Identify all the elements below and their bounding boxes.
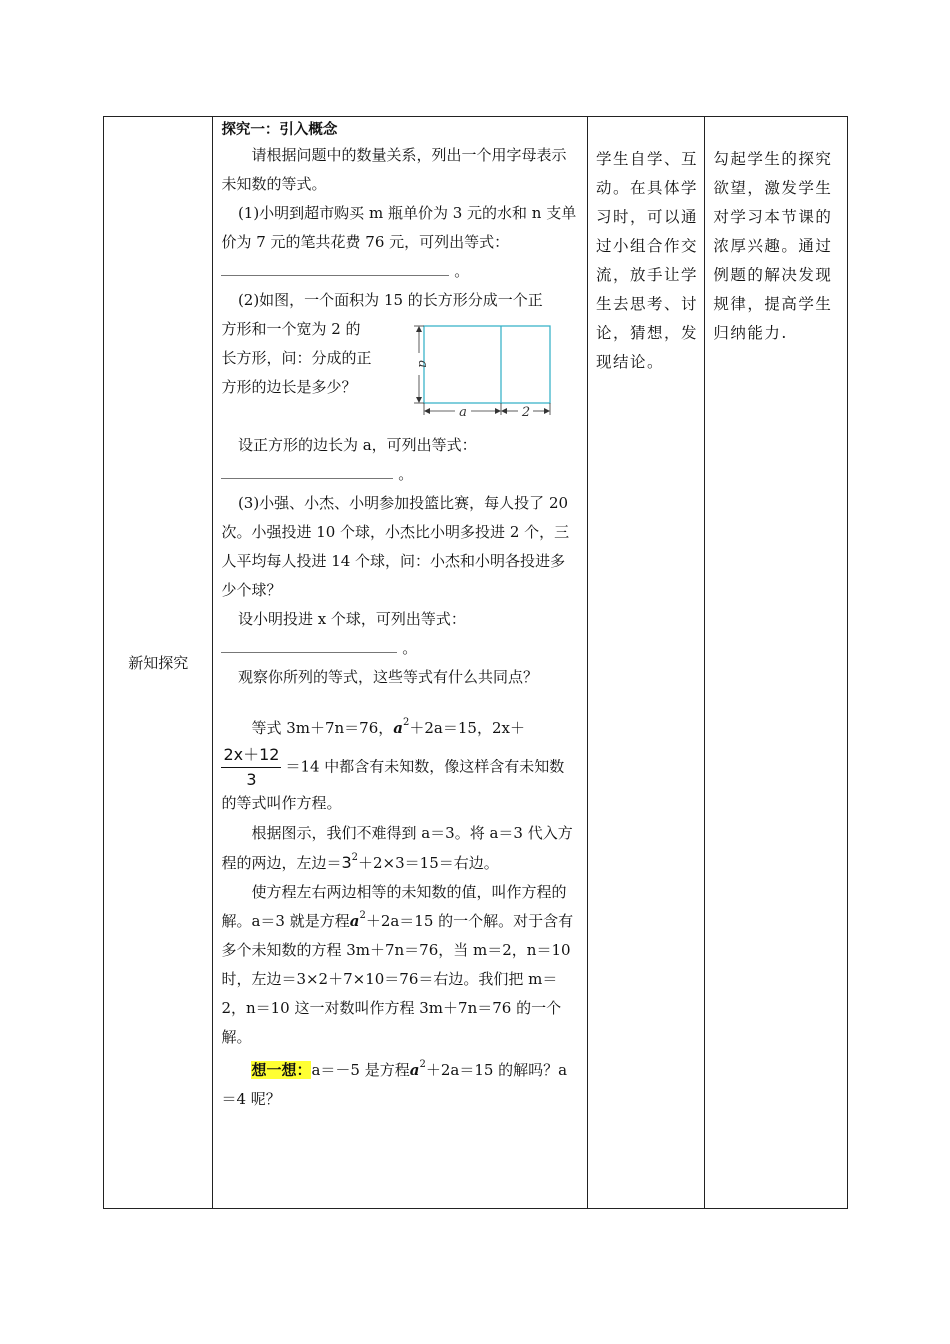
section-heading: 探究一：引入概念 xyxy=(221,122,338,138)
content-cell xyxy=(213,117,588,1209)
figure-block xyxy=(221,315,579,431)
lesson-table xyxy=(103,116,848,1209)
figure-label-a-bottom: a xyxy=(459,405,468,420)
equation-summary: 等式 3m＋7n＝76，$a^2+2a=15$，2x＋ xyxy=(251,717,525,737)
graph-paragraph: 根据图示，我们不难得到 a＝3。将 a＝3 代入方程的两边，左边$=3^2+2\times 3=15=$右边。 xyxy=(221,824,573,872)
figure-label-2: 2 xyxy=(522,405,531,420)
question-1: (1)小明到超市购买 m 瓶单价为 3 元的水和 n 支单价为 7 元的笔共花费 76 元，可列出等式： xyxy=(221,204,577,251)
content-body xyxy=(213,117,587,1114)
observe-question: 观察你所列的等式，这些等式有什么共同点？ xyxy=(237,668,538,686)
design-intent-text: 勾起学生的探究欲望，激发学生对学习本节课的浓厚兴趣。通过例题的解决发现规律，提高学生归纳能力. xyxy=(713,150,833,342)
question-2-rest: 方形和一个宽为 2 的长方形，问：分成的正方形的边长是多少？ xyxy=(221,320,372,396)
solution-paragraph: 使方程左右两边相等的未知数的值，叫作方程的解。a＝3 就是方程$a^2+2a=15$ 的一个解。对于含有多个未知数的方程 3m＋7n＝76，当 m＝2，n＝10 时，左边＝3×2＋7×10＝76＝右边。我们把 m＝2，n＝10 这一对数叫作方程 3m＋7n＝76 的一个解。 xyxy=(221,883,574,1046)
design-intent-cell xyxy=(705,117,848,1209)
question-3: (3)小强、小杰、小明参加投篮比赛，每人投了 20 次。小强投进 10 个球，小杰比小明多投进 2 个，三人平均每人投进 14 个球，问：小杰和小明各投进多少个球？ xyxy=(221,494,570,599)
stage-label: 新知探究 xyxy=(128,654,189,672)
question-3-setup: 设小明投进 x 个球，可列出等式： xyxy=(237,610,466,628)
answer-blank-3[interactable] xyxy=(221,638,397,653)
answer-blank-1[interactable] xyxy=(221,261,449,276)
student-activity-text: 学生自学、互动。在具体学习时，可以通过小组合作交流，放手让学生去思考、讨论，猜想，发现结论。 xyxy=(595,150,698,371)
answer-line-1: 。 xyxy=(221,257,579,286)
answer-line-3: 。 xyxy=(221,634,579,663)
spacer xyxy=(221,692,579,714)
student-activity-cell xyxy=(587,117,704,1209)
question-2-setup: 设正方形的边长为 a，可列出等式： 。 xyxy=(221,431,579,489)
rectangle-figure xyxy=(411,323,556,431)
question-2-first-line: (2)如图，一个面积为 15 的长方形分成一个正 xyxy=(237,291,543,309)
think-label: 想一想： xyxy=(251,1061,312,1079)
table-row xyxy=(104,117,848,1209)
intro-text: 请根据问题中的数量关系，列出一个用字母表示未知数的等式。 xyxy=(221,146,567,193)
fraction: $\frac{2x+12}{3}$ xyxy=(223,745,280,789)
stage-cell xyxy=(104,117,213,1209)
figure-label-a-side: a xyxy=(415,360,431,368)
think-paragraph: 想一想：a＝－5 是方程$a^2+2a=15$ 的解吗？a＝4 呢？ xyxy=(221,1059,568,1108)
equation-fraction-line: $\frac{2x+12}{3}$ ＝14 中都含有未知数，像这样含有未知数的等式叫作方程。 xyxy=(221,745,565,812)
answer-blank-2[interactable] xyxy=(221,464,393,479)
